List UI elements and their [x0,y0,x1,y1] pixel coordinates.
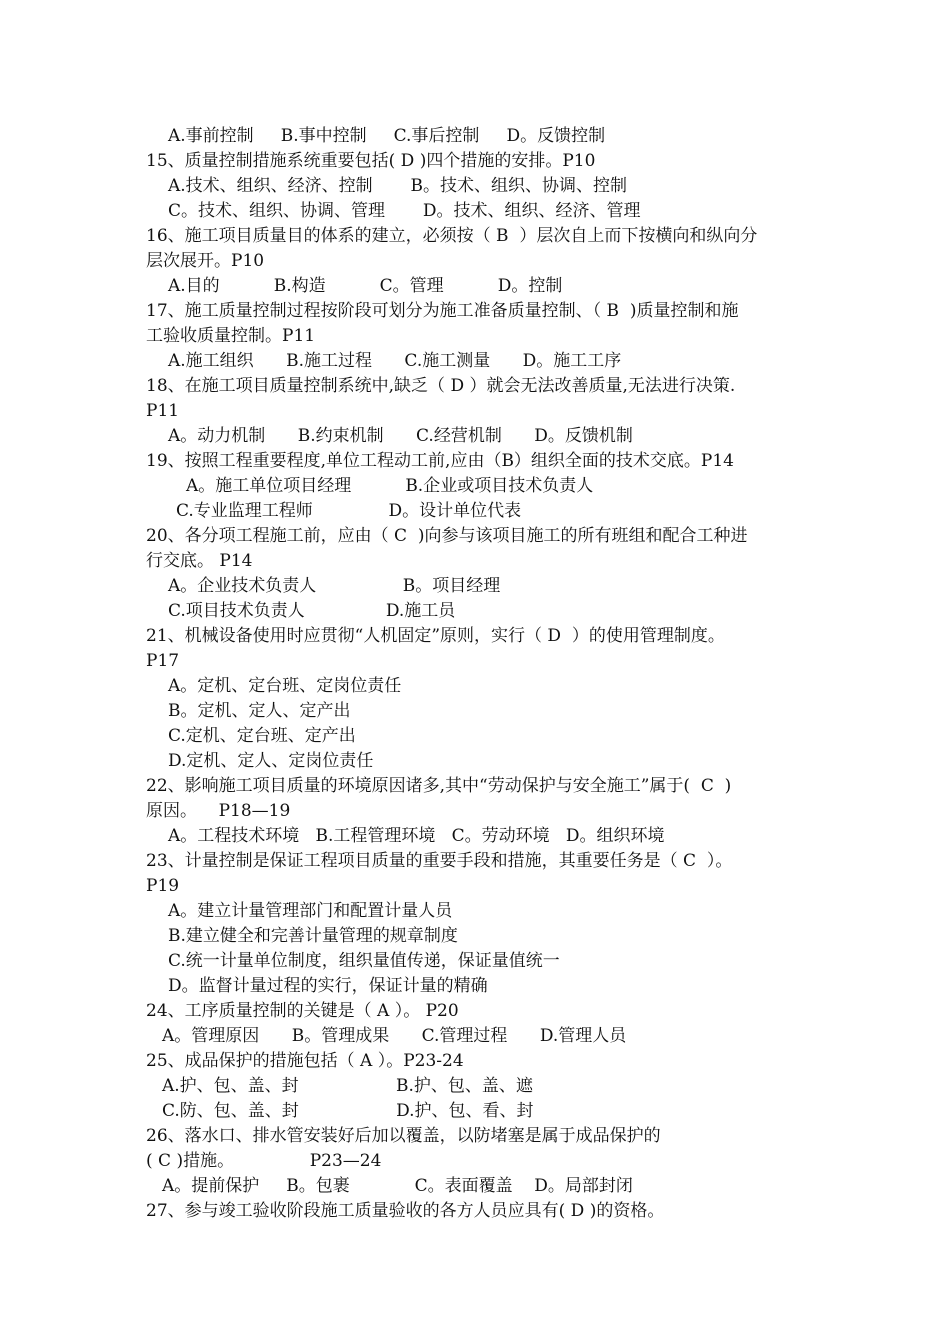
option-line: A。建立计量管理部门和配置计量人员 [168,901,453,921]
option-line: C.统一计量单位制度，组织量值传递，保证量值统一 [168,951,560,971]
question-line: P17 [146,651,180,671]
option-line: A。工程技术环境 B.工程管理环境 C。劳动环境 D。组织环境 [168,826,665,846]
question-line: 26、落水口、排水管安装好后加以覆盖，以防堵塞是属于成品保护的 [146,1126,661,1146]
option-line: C.专业监理工程师 D。设计单位代表 [176,501,522,521]
option-line: A。企业技术负责人 B。项目经理 [168,576,501,596]
question-line: 18、在施工项目质量控制系统中,缺乏（ D ）就会无法改善质量,无法进行决策. [146,376,736,396]
question-line: 20、各分项工程施工前，应由（ C )向参与该项目施工的所有班组和配合工种进 [146,526,748,546]
option-line: A。动力机制 B.约束机制 C.经营机制 D。反馈机制 [168,426,633,446]
question-line: 17、施工质量控制过程按阶段可划分为施工准备质量控制、（ B )质量控制和施 [146,301,739,321]
option-line: C。技术、组织、协调、管理 D。技术、组织、经济、管理 [168,201,641,221]
option-line: D.定机、定人、定岗位责任 [168,751,374,771]
option-line: A.目的 B.构造 C。管理 D。控制 [168,276,563,296]
question-line: 22、影响施工项目质量的环境原因诸多,其中“劳动保护与安全施工”属于( C ) [146,776,732,796]
option-line: B.建立健全和完善计量管理的规章制度 [168,926,458,946]
option-line: A。提前保护 B。包裹 C。表面覆盖 D。局部封闭 [162,1176,633,1196]
question-line: 27、参与竣工验收阶段施工质量验收的各方人员应具有( D )的资格。 [146,1201,665,1221]
question-line: 25、成品保护的措施包括（ A ）。P23-24 [146,1051,464,1071]
option-line: D。监督计量过程的实行，保证计量的精确 [168,976,488,996]
option-line: A.施工组织 B.施工过程 C.施工测量 D。施工工序 [168,351,622,371]
option-line: C.定机、定台班、定产出 [168,726,356,746]
option-line: A.护、包、盖、封 B.护、包、盖、遮 [162,1076,533,1096]
question-line: P19 [146,876,180,896]
option-line: C.防、包、盖、封 D.护、包、看、封 [162,1101,534,1121]
question-line: 21、机械设备使用时应贯彻“人机固定”原则，实行（ D ）的使用管理制度。 [146,626,725,646]
question-line: 层次展开。P10 [146,251,265,271]
option-line: A。施工单位项目经理 B.企业或项目技术负责人 [186,476,594,496]
question-line: 行交底。 P14 [146,551,253,571]
question-line: 16、施工项目质量目的体系的建立，必须按（ B ）层次自上而下按横向和纵向分 [146,226,758,246]
question-line: 工验收质量控制。P11 [146,326,316,346]
option-line: C.项目技术负责人 D.施工员 [168,601,456,621]
option-line: A.技术、组织、经济、控制 B。技术、组织、协调、控制 [168,176,627,196]
question-line: ( C )措施。 P23—24 [146,1151,382,1171]
question-line: 19、按照工程重要程度,单位工程动工前,应由（B）组织全面的技术交底。P14 [146,451,735,471]
option-line: A。定机、定台班、定岗位责任 [168,676,402,696]
option-line: B。定机、定人、定产出 [168,701,351,721]
question-line: 15、质量控制措施系统重要包括( D )四个措施的安排。P10 [146,151,596,171]
question-line: 23、计量控制是保证工程项目质量的重要手段和措施，其重要任务是（ C ）。 [146,851,733,871]
text-line: A.事前控制 B.事中控制 C.事后控制 D。反馈控制 [168,126,606,146]
question-line: P11 [146,401,180,421]
question-line: 24、工序质量控制的关键是（ A ）。 P20 [146,1001,459,1021]
question-line: 原因。 P18—19 [146,801,291,821]
option-line: A。管理原因 B。管理成果 C.管理过程 D.管理人员 [162,1026,627,1046]
